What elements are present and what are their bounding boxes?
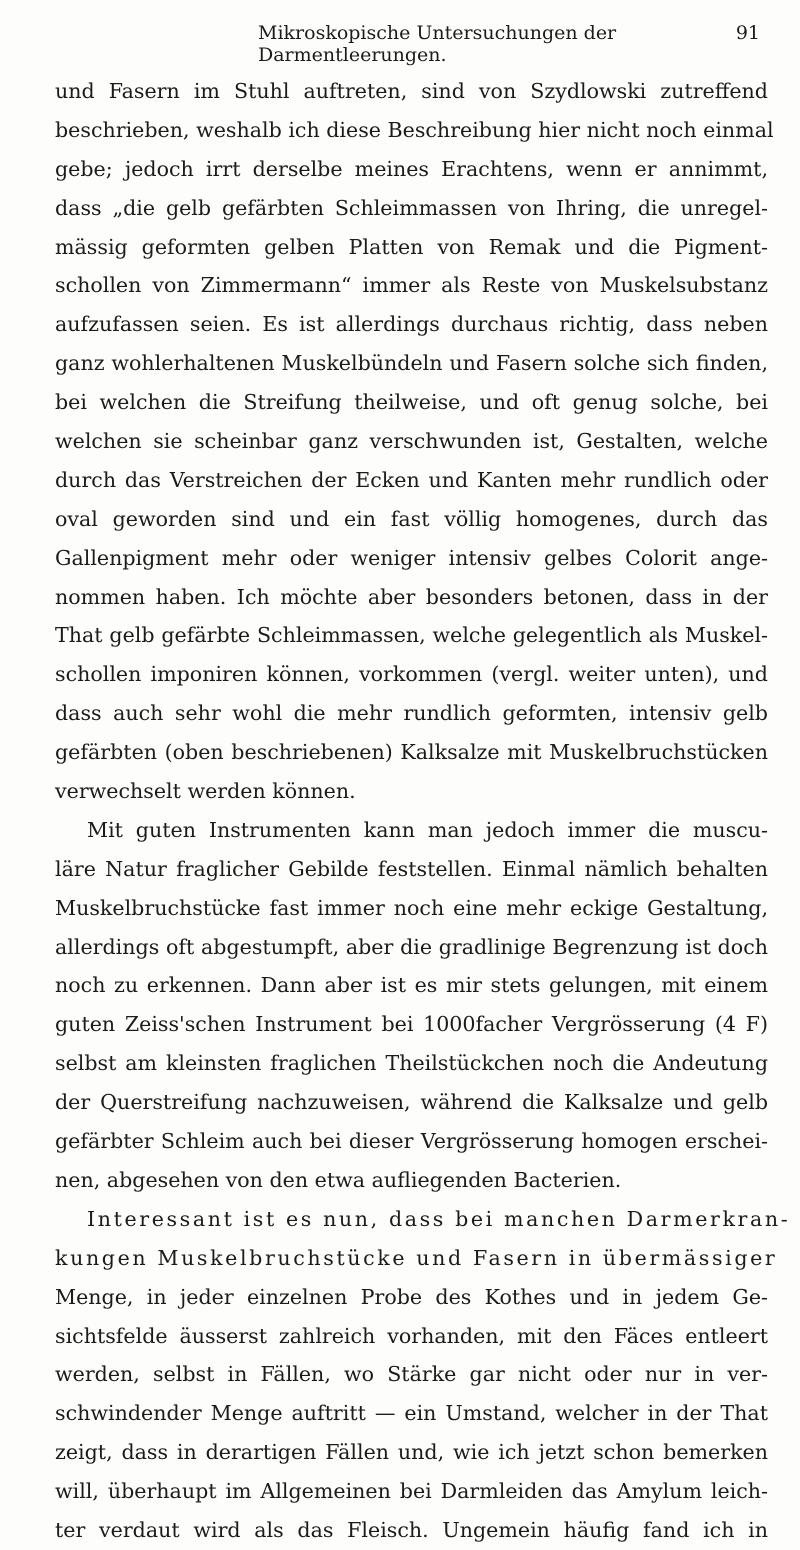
text-line: nen, abgesehen von den etwa aufliegenden Bacterien.: [55, 1167, 622, 1192]
text-line: oval geworden sind und ein fast völlig homogenes, durch das: [55, 506, 768, 531]
text-line: Menge, in jeder einzelnen Probe des Kothes und in jedem Ge-: [55, 1284, 768, 1309]
text-line: sichtsfelde äusserst zahlreich vorhanden, mit den Fäces entleert: [55, 1323, 768, 1348]
text-line: noch zu erkennen. Dann aber ist es mir stets gelungen, mit einem: [55, 973, 768, 998]
text-line: durch das Verstreichen der Ecken und Kanten mehr rundlich oder: [55, 467, 768, 492]
text-line: Muskelbruchstücke fast immer noch eine mehr eckige Gestaltung,: [55, 895, 768, 920]
text-line: will, überhaupt im Allgemeinen bei Darmleiden das Amylum leich-: [55, 1479, 768, 1504]
text-line: verwechselt werden können.: [55, 779, 356, 804]
text-line: bei welchen die Streifung theilweise, und oft genug solche, bei: [55, 390, 768, 415]
text-line: dass „die gelb gefärbten Schleimmassen von Ihring, die unregel-: [55, 195, 768, 220]
text-line: und Fasern im Stuhl auftreten, sind von Szydlowski zutreffend: [55, 79, 768, 103]
text-line: gefärbter Schleim auch bei dieser Vergrösserung homogen erschei-: [55, 1129, 768, 1154]
text-line: gefärbten (oben beschriebenen) Kalksalze mit Muskelbruchstücken: [55, 740, 768, 765]
page-number: 91: [735, 22, 760, 44]
text-line: Gallenpigment mehr oder weniger intensiv gelbes Colorit ange-: [55, 545, 768, 570]
text-line: werden, selbst in Fällen, wo Stärke gar nicht oder nur in ver-: [55, 1362, 768, 1387]
text-line: der Querstreifung nachzuweisen, während die Kalksalze und gelb: [55, 1090, 768, 1115]
text-line: beschrieben, weshalb ich diese Beschreibung hier nicht noch einmal: [55, 117, 774, 142]
text-line: ter verdaut wird als das Fleisch. Ungemein häufig fand ich in: [55, 1517, 768, 1542]
text-line: That gelb gefärbte Schleimmassen, welche gelegentlich als Muskel-: [55, 623, 768, 648]
text-line: Mit guten Instrumenten kann man jedoch immer die muscu-: [87, 817, 768, 842]
text-line: schollen von Zimmermann“ immer als Reste von Muskelsubstanz: [55, 273, 768, 298]
text-line: schwindender Menge auftritt — ein Umstand, welcher in der That: [55, 1401, 768, 1426]
text-line: aufzufassen seien. Es ist allerdings durchaus richtig, dass neben: [55, 312, 768, 337]
text-line: guten Zeiss'schen Instrument bei 1000facher Vergrösserung (4 F): [55, 1012, 768, 1037]
running-title: Mikroskopische Untersuchungen der Darmentleerungen.: [258, 22, 617, 66]
text-line: kungen Muskelbruchstücke und Fasern in übermässiger: [55, 1245, 778, 1270]
text-line: Interessant ist es nun, dass bei manchen Darmerkran-: [87, 1206, 791, 1231]
text-line: welchen sie scheinbar ganz verschwunden ist, Gestalten, welche: [55, 429, 768, 454]
text-line: schollen imponiren können, vorkommen (vergl. weiter unten), und: [55, 662, 768, 687]
body-text: [55, 72, 791, 1550]
text-line: dass auch sehr wohl die mehr rundlich geformten, intensiv gelb: [55, 701, 768, 726]
text-line: nommen haben. Ich möchte aber besonders betonen, dass in der: [55, 584, 768, 609]
text-line: selbst am kleinsten fraglichen Theilstückchen noch die Andeutung: [55, 1051, 768, 1076]
text-line: läre Natur fraglicher Gebilde feststellen. Einmal nämlich behalten: [55, 856, 768, 881]
text-line: allerdings oft abgestumpft, aber die gradlinige Begrenzung ist doch: [55, 934, 768, 959]
running-header: [258, 22, 760, 66]
text-line: gebe; jedoch irrt derselbe meines Erachtens, wenn er annimmt,: [55, 156, 768, 181]
text-line: ganz wohlerhaltenen Muskelbündeln und Fasern solche sich finden,: [55, 351, 768, 376]
text-line: zeigt, dass in derartigen Fällen und, wie ich jetzt schon bemerken: [55, 1440, 768, 1465]
text-line: mässig geformten gelben Platten von Remak und die Pigment-: [55, 234, 768, 259]
